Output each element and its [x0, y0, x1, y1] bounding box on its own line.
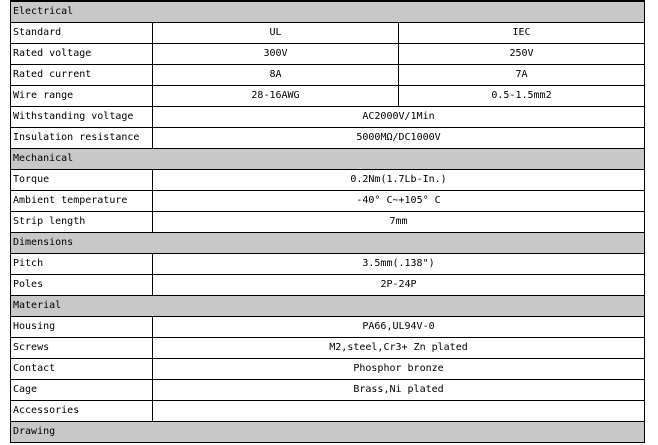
section-title: Mechanical — [11, 148, 645, 169]
row-label: Insulation resistance — [11, 127, 153, 148]
row-value: 7mm — [153, 211, 645, 232]
row-value — [153, 400, 645, 421]
row-value: Brass,Ni plated — [153, 379, 645, 400]
row-value: M2,steel,Cr3+ Zn plated — [153, 337, 645, 358]
row-torque — [11, 169, 645, 190]
row-label: Poles — [11, 274, 153, 295]
row-label: Cage — [11, 379, 153, 400]
iec-value: 0.5-1.5mm2 — [399, 85, 645, 106]
section-mechanical — [11, 148, 645, 169]
section-drawing — [11, 421, 645, 442]
row-value: -40° C~+105° C — [153, 190, 645, 211]
section-electrical — [11, 1, 645, 22]
iec-value: 7A — [399, 64, 645, 85]
row-standard — [11, 22, 645, 43]
row-ambient-temperature — [11, 190, 645, 211]
iec-value: IEC — [399, 22, 645, 43]
row-label: Rated voltage — [11, 43, 153, 64]
row-label: Wire range — [11, 85, 153, 106]
row-label: Contact — [11, 358, 153, 379]
row-label: Strip length — [11, 211, 153, 232]
ul-value: 300V — [153, 43, 399, 64]
row-label: Accessories — [11, 400, 153, 421]
row-label: Rated current — [11, 64, 153, 85]
ul-value: 28-16AWG — [153, 85, 399, 106]
row-label: Screws — [11, 337, 153, 358]
row-value: 0.2Nm(1.7Lb-In.) — [153, 169, 645, 190]
row-rated-current — [11, 64, 645, 85]
row-withstanding-voltage — [11, 106, 645, 127]
ul-value: 8A — [153, 64, 399, 85]
row-value: 3.5mm(.138") — [153, 253, 645, 274]
section-title: Material — [11, 295, 645, 316]
row-insulation-resistance — [11, 127, 645, 148]
row-value: PA66,UL94V-0 — [153, 316, 645, 337]
row-pitch — [11, 253, 645, 274]
section-title: Dimensions — [11, 232, 645, 253]
row-label: Withstanding voltage — [11, 106, 153, 127]
section-title: Drawing — [11, 421, 645, 442]
spec-table — [10, 0, 645, 443]
row-value: 5000MΩ/DC1000V — [153, 127, 645, 148]
ul-value: UL — [153, 22, 399, 43]
row-value: AC2000V/1Min — [153, 106, 645, 127]
section-material — [11, 295, 645, 316]
section-title: Electrical — [11, 1, 645, 22]
row-label: Pitch — [11, 253, 153, 274]
row-value: Phosphor bronze — [153, 358, 645, 379]
row-value: 2P-24P — [153, 274, 645, 295]
row-housing — [11, 316, 645, 337]
iec-value: 250V — [399, 43, 645, 64]
row-label: Standard — [11, 22, 153, 43]
row-cage — [11, 379, 645, 400]
row-wire-range — [11, 85, 645, 106]
row-rated-voltage — [11, 43, 645, 64]
row-label: Housing — [11, 316, 153, 337]
row-accessories — [11, 400, 645, 421]
row-poles — [11, 274, 645, 295]
row-label: Torque — [11, 169, 153, 190]
section-dimensions — [11, 232, 645, 253]
row-label: Ambient temperature — [11, 190, 153, 211]
row-screws — [11, 337, 645, 358]
row-strip-length — [11, 211, 645, 232]
row-contact — [11, 358, 645, 379]
